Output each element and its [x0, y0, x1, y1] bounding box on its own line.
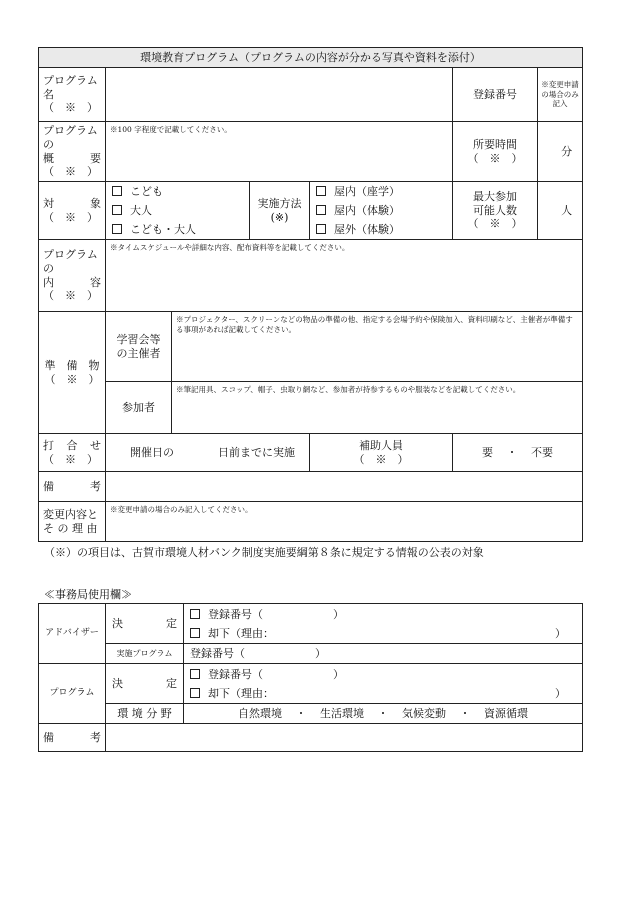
capacity-field[interactable] — [538, 182, 583, 240]
change-note: ※変更申請の場合のみ記入してください。 — [110, 505, 253, 514]
reg-no-field[interactable] — [538, 68, 583, 122]
duration-unit: 分 — [561, 144, 573, 158]
remarks-label: 備 考 — [39, 472, 106, 502]
meeting-label: 打 合 せ （ ※ ） — [39, 434, 106, 472]
meeting-text-a: 開催日の — [130, 445, 174, 459]
field-living[interactable]: 生活環境 — [320, 706, 364, 720]
materials-participant-note: ※筆記用具、スコップ、帽子、虫取り網など、参加者が持参するものや服装などを記載してください。 — [176, 385, 521, 394]
target-option-both[interactable]: こども・大人 — [106, 220, 249, 239]
office-adviser-decision — [184, 604, 583, 644]
program-name-field[interactable] — [106, 68, 453, 122]
office-program-decision-label: 決 定 — [106, 664, 184, 704]
target-option-child[interactable]: こども — [106, 182, 249, 201]
change-label: 変更内容と そ の 理 由 — [39, 502, 106, 542]
office-adviser-label: アドバイザー — [39, 604, 106, 664]
target-label: 対 象 （ ※ ） — [39, 182, 106, 240]
program-reg-option[interactable]: 登録番号（ ） — [184, 665, 582, 684]
office-remarks-label: 備 考 — [39, 724, 106, 752]
method-options — [310, 182, 453, 240]
office-program-label: プログラム — [39, 664, 106, 724]
checkbox[interactable] — [190, 628, 200, 638]
checkbox[interactable] — [190, 609, 200, 619]
capacity-unit: 人 — [561, 203, 573, 217]
footnote: （※）の項目は、古賀市環境人材バンク制度実施要綱第８条に規定する情報の公表の対象 — [44, 546, 484, 559]
capacity-label: 最大参加 可能人数 （ ※ ） — [453, 182, 538, 240]
content-field[interactable] — [106, 240, 583, 312]
materials-organizer-field[interactable] — [172, 312, 583, 382]
remarks-field[interactable] — [106, 472, 583, 502]
checkbox[interactable] — [190, 669, 200, 679]
checkbox[interactable] — [112, 224, 122, 234]
content-label: プログラムの 内 容 （ ※ ） — [39, 240, 106, 312]
method-option-outdoor[interactable]: 屋外（体験） — [310, 220, 452, 239]
duration-label: 所要時間 （ ※ ） — [453, 122, 538, 182]
checkbox[interactable] — [112, 186, 122, 196]
field-resources[interactable]: 資源循環 — [484, 706, 528, 720]
checkbox[interactable] — [316, 224, 326, 234]
change-field[interactable] — [106, 502, 583, 542]
overview-field[interactable] — [106, 122, 453, 182]
method-label: 実施方法 (※) — [250, 182, 310, 240]
office-use-table — [38, 603, 583, 752]
adviser-reg-option[interactable]: 登録番号（ ） — [184, 605, 582, 624]
method-option-indoor-hands-on[interactable]: 屋内（体験） — [310, 201, 452, 220]
checkbox[interactable] — [316, 186, 326, 196]
overview-label: プログラムの 概 要 （ ※ ） — [39, 122, 106, 182]
adviser-reject-option[interactable]: 却下（理由： ） — [184, 624, 582, 643]
checkbox[interactable] — [112, 205, 122, 215]
meeting-field[interactable] — [106, 434, 310, 472]
materials-organizer-note: ※プロジェクター、スクリーンなどの物品の準備の他、指定する会場予約や保険加入、資料印刷など、主催者が準備する事項があれば記載してください。 — [176, 315, 573, 335]
materials-organizer-label: 学習会等の主催者 — [106, 312, 172, 382]
field-nature[interactable]: 自然環境 — [238, 706, 282, 720]
assistant-noneed[interactable]: 不要 — [531, 445, 554, 459]
assistant-options[interactable] — [453, 434, 583, 472]
meeting-text-b: 日前までに実施 — [218, 445, 295, 459]
office-section-title: ≪事務局使用欄≫ — [44, 588, 132, 601]
target-options — [106, 182, 250, 240]
program-name-label: プログラム名 （ ※ ） — [39, 68, 106, 122]
checkbox[interactable] — [190, 688, 200, 698]
reg-no-label: 登録番号 — [453, 68, 538, 122]
materials-participant-label: 参加者 — [106, 382, 172, 434]
assistant-label: 補助人員 （ ※ ） — [310, 434, 453, 472]
materials-label: 準 備 物 （ ※ ） — [39, 312, 106, 434]
checkbox[interactable] — [316, 205, 326, 215]
target-option-adult[interactable]: 大人 — [106, 201, 249, 220]
form-header: 環境教育プログラム（プログラムの内容が分かる写真や資料を添付） — [39, 48, 583, 68]
office-impl-reg[interactable]: 登録番号（ ） — [184, 644, 583, 664]
program-form-table — [38, 47, 583, 542]
field-climate[interactable]: 気候変動 — [402, 706, 446, 720]
duration-field[interactable] — [538, 122, 583, 182]
office-remarks-field[interactable] — [106, 724, 583, 752]
assistant-need[interactable]: 要 — [482, 445, 494, 459]
reg-no-note: ※変更申請の場合のみ記入 — [541, 79, 579, 109]
content-note: ※タイムスケジュールや詳細な内容、配布資料等を記載してください。 — [110, 243, 350, 252]
office-impl-program-label: 実施プログラム — [106, 644, 184, 664]
office-program-decision — [184, 664, 583, 704]
materials-participant-field[interactable] — [172, 382, 583, 434]
office-field-label: 環 境 分 野 — [106, 704, 184, 724]
office-field-options: 自然環境 ・ 生活環境 ・ 気候変動 ・ 資源循環 — [184, 704, 583, 724]
office-adviser-decision-label: 決 定 — [106, 604, 184, 644]
program-reject-option[interactable]: 却下（理由： ） — [184, 684, 582, 703]
assistant-dot: ・ — [506, 445, 518, 459]
overview-note: ※100 字程度で記載してください。 — [110, 125, 232, 134]
method-option-indoor-lecture[interactable]: 屋内（座学） — [310, 182, 452, 201]
